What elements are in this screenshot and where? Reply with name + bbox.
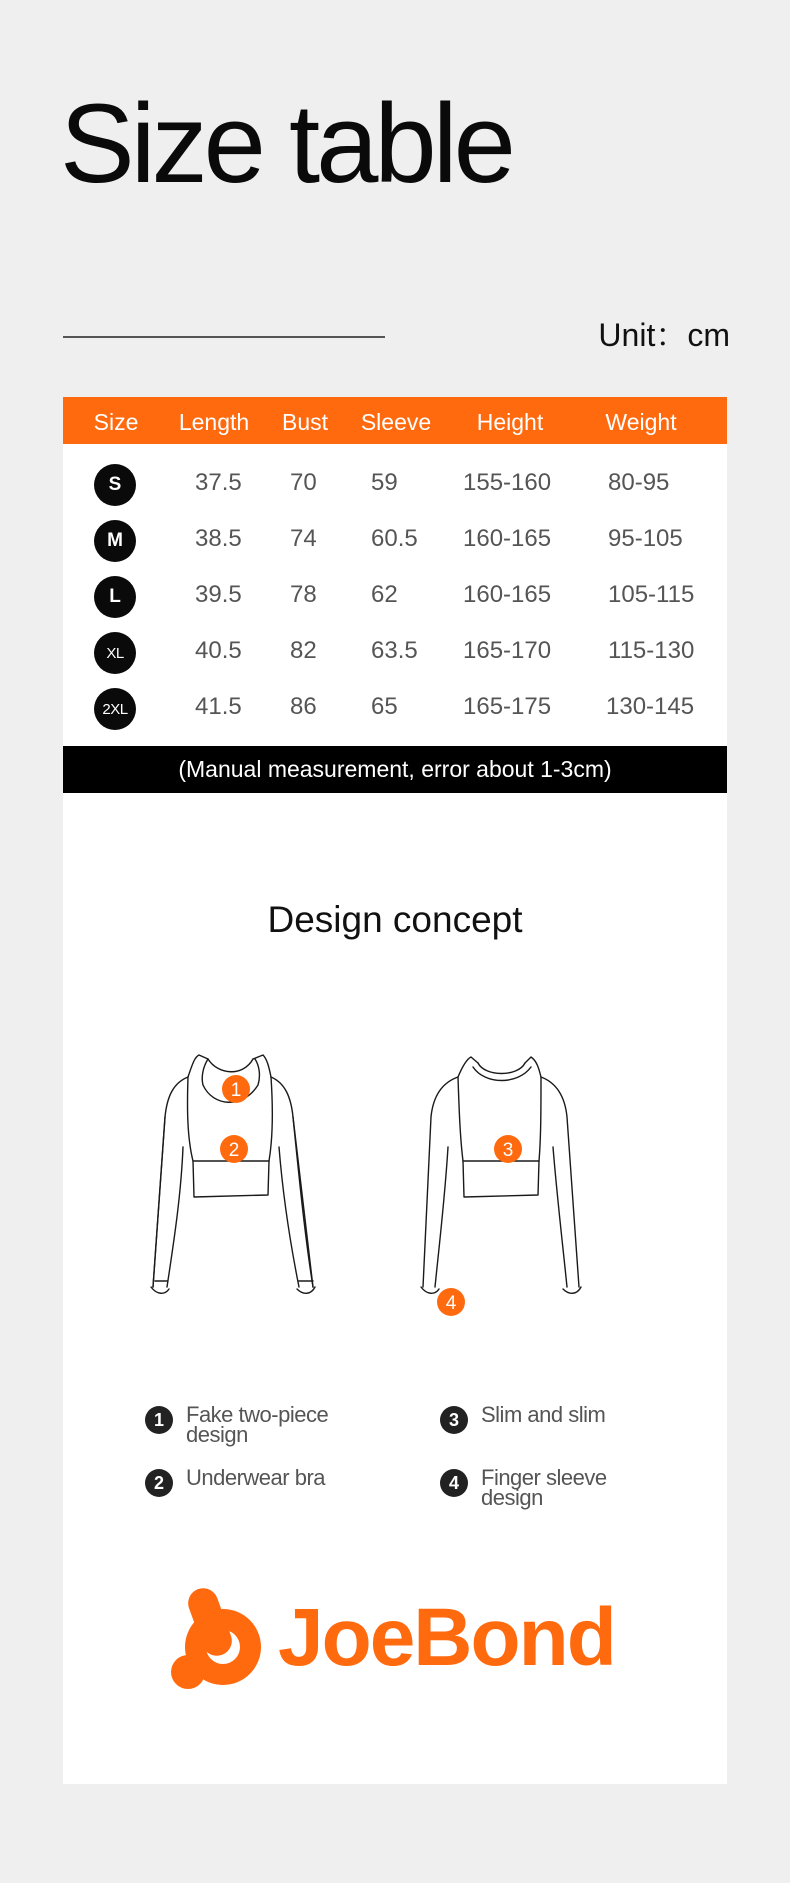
marker-4-label: 4 [445, 1293, 457, 1314]
size-badge: M [94, 520, 136, 562]
back-view-drawing [421, 1057, 581, 1293]
bust-cell: 74 [290, 525, 317, 552]
bust-cell: 86 [290, 693, 317, 720]
legend-number-icon: 4 [440, 1469, 468, 1497]
brand-logo [168, 1587, 628, 1692]
brand-name: JoeBond [278, 1592, 615, 1683]
page-title: Size table [60, 81, 512, 206]
legend-number-icon: 1 [145, 1406, 173, 1434]
garment-illustration [133, 1037, 653, 1337]
header-length: Length [178, 409, 250, 435]
marker-1-group [222, 1075, 250, 1103]
sleeve-cell: 65 [371, 693, 398, 720]
length-cell: 37.5 [195, 469, 242, 496]
legend-item [145, 1402, 376, 1447]
marker-2-group [220, 1135, 248, 1163]
sleeve-cell: 63.5 [371, 637, 418, 664]
size-badge: L [94, 576, 136, 618]
table-row [63, 683, 727, 733]
marker-2-label: 2 [228, 1140, 240, 1161]
marker-1-label: 1 [230, 1080, 242, 1101]
legend-text: Underwear bra [186, 1465, 326, 1490]
brand-logo-icon [168, 1587, 268, 1692]
header-size: Size [93, 409, 139, 435]
weight-cell: 95-105 [608, 525, 683, 552]
unit-label: Unit：cm [598, 317, 730, 353]
legend-number-icon: 2 [145, 1469, 173, 1497]
header-bust: Bust [281, 409, 329, 435]
table-header [63, 397, 727, 444]
legend-item [440, 1402, 671, 1434]
height-cell: 160-165 [463, 525, 552, 552]
legend-item [145, 1465, 376, 1497]
marker-3-group [494, 1135, 522, 1163]
weight-cell: 105-115 [608, 581, 695, 608]
length-cell: 41.5 [195, 693, 242, 720]
height-cell: 155-160 [463, 469, 552, 496]
bust-cell: 78 [290, 581, 317, 608]
length-cell: 38.5 [195, 525, 242, 552]
weight-cell: 130-145 [606, 693, 695, 720]
sleeve-cell: 60.5 [371, 525, 418, 552]
legend-text: Fake two-piece design [186, 1402, 329, 1447]
table-row [63, 571, 727, 621]
sleeve-cell: 62 [371, 581, 398, 608]
divider-line [63, 336, 385, 338]
legend-number-icon: 3 [440, 1406, 468, 1434]
height-cell: 165-175 [463, 693, 552, 720]
length-cell: 39.5 [195, 581, 242, 608]
bust-cell: 82 [290, 637, 317, 664]
legend-text: Slim and slim [481, 1402, 606, 1427]
weight-cell: 80-95 [608, 469, 670, 496]
size-badge: S [94, 464, 136, 506]
header-weight: Weight [605, 409, 677, 435]
height-cell: 165-170 [463, 637, 552, 664]
length-cell: 40.5 [195, 637, 242, 664]
table-row [63, 515, 727, 565]
legend-text: Finger sleeve design [481, 1465, 607, 1510]
height-cell: 160-165 [463, 581, 552, 608]
size-badge: XL [94, 632, 136, 674]
header-sleeve: Sleeve [360, 409, 432, 435]
table-row [63, 459, 727, 509]
bust-cell: 70 [290, 469, 317, 496]
header-height: Height [476, 409, 544, 435]
marker-4-group [437, 1288, 465, 1316]
size-badge: 2XL [94, 688, 136, 730]
weight-cell: 115-130 [608, 637, 695, 664]
content-card [63, 397, 727, 1784]
sleeve-cell: 59 [371, 469, 398, 496]
marker-3-label: 3 [502, 1140, 514, 1161]
table-row [63, 627, 727, 677]
legend-item [440, 1465, 671, 1510]
measurement-note: (Manual measurement, error about 1-3cm) [63, 746, 727, 793]
design-concept-title: Design concept [267, 899, 523, 940]
